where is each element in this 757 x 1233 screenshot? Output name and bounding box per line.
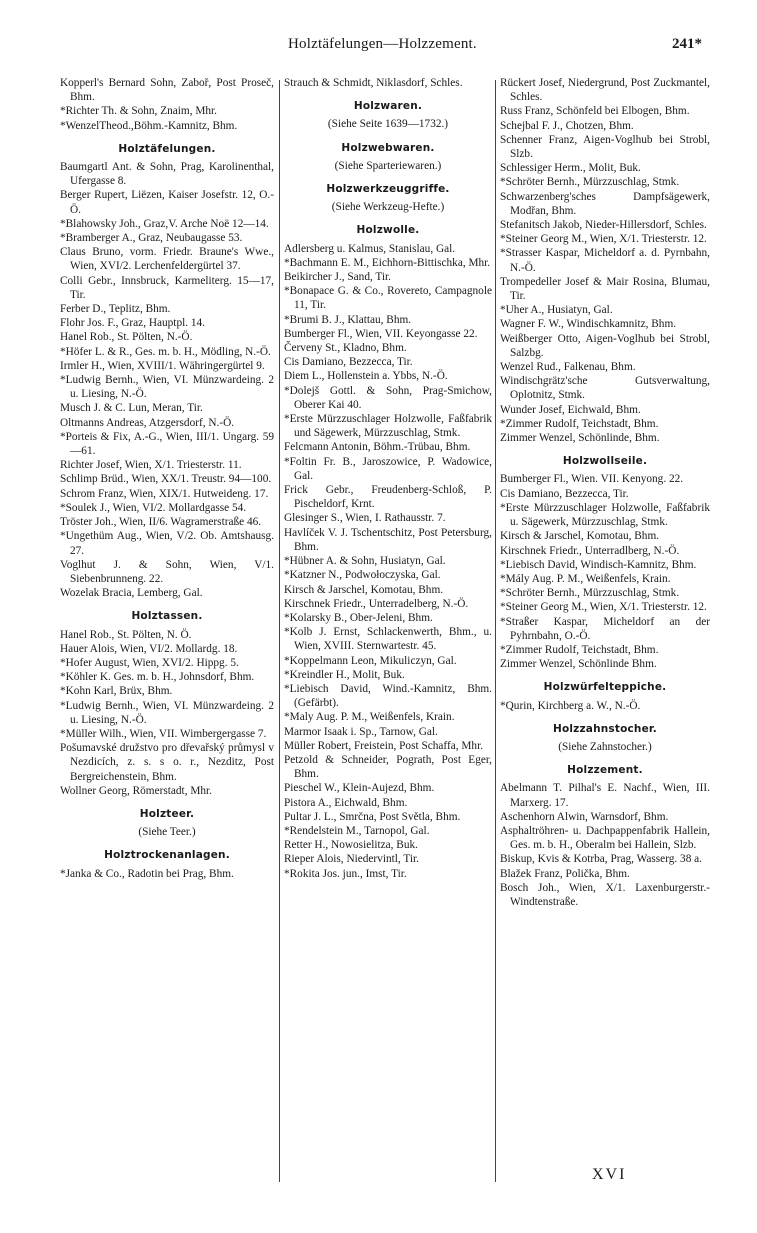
column-2 [284, 76, 492, 881]
section-heading-holzzement: Holzzement. [567, 764, 643, 777]
entry-list [500, 699, 710, 713]
directory-entry: Wunder Josef, Eichwald, Bhm. [500, 403, 641, 416]
directory-entry: *Porteis & Fix, A.-G., Wien, III/1. Ungarg. 59—61. [60, 430, 274, 458]
directory-entry: Claus Bruno, vorm. Friedr. Braune's Wwe., Wien, XVI/2. Lerchenfeldergürtel 37. [60, 246, 274, 273]
entry-list [60, 160, 274, 600]
cross-reference: (Siehe Teer.) [138, 826, 196, 839]
directory-entry: Rückert Josef, Niedergrund, Post Zuckmantel, Schles. [500, 77, 710, 104]
directory-entry: Schrom Franz, Wien, XIX/1. Hutweideng. 17. [60, 487, 269, 500]
directory-entry: Richter Josef, Wien, X/1. Triesterstr. 11. [60, 459, 242, 472]
page-title: Holztäfelungen—Holzzement. [288, 36, 477, 52]
directory-entry: Tröster Joh., Wien, II/6. Wagramerstraße 46. [60, 516, 262, 529]
directory-entry: Červeny St., Kladno, Bhm. [284, 342, 407, 355]
directory-entry: *Bramberger A., Graz, Neubaugasse 53. [60, 232, 243, 245]
directory-entry: Blažek Franz, Polička, Bhm. [500, 867, 630, 880]
directory-entry: Schlimp Brüd., Wien, XX/1. Treustr. 94—100. [60, 473, 272, 486]
directory-entry: Strauch & Schmidt, Niklasdorf, Schles. [284, 77, 463, 89]
directory-entry: *Rokita Jos. jun., Imst, Tir. [284, 867, 407, 880]
cross-reference: (Siehe Zahnstocher.) [558, 740, 652, 753]
directory-entry: Irmler H., Wien, XVIII/1. Währingergürtel 9. [60, 359, 265, 372]
directory-entry: *Bonapace G. & Co., Rovereto, Campagnole 11, Tir. [284, 285, 492, 312]
directory-entry: *Soulek J., Wien, VI/2. Mollardgasse 54. [60, 501, 247, 514]
section-heading-holzwuerfelteppiche: Holzwürfelteppiche. [543, 681, 667, 694]
directory-entry: Abelmann T. Pilhal's E. Nachf., Wien, III. Marxerg. 17. [500, 782, 710, 809]
directory-entry: Schwarzenberg'sches Dampfsägewerk, Modřan, Bhm. [500, 190, 710, 217]
directory-entry: Pultar J. L., Smrčna, Post Světla, Bhm. [284, 810, 461, 823]
directory-entry: Musch J. & C. Lun, Meran, Tir. [60, 402, 203, 415]
entry-list [500, 76, 710, 445]
directory-entry: Kirschnek Friedr., Unterradlberg, N.-Ö. [500, 544, 680, 557]
directory-entry: *Qurin, Kirchberg a. W., N.-Ö. [500, 699, 641, 712]
section-heading-holzzahnstocher: Holzzahnstocher. [552, 722, 658, 735]
directory-entry: *Foltin Fr. B., Jaroszowice, P. Wadowice, Gal. [284, 455, 492, 482]
directory-entry: Biskup, Kvis & Kotrba, Prag, Wasserg. 38 a. [500, 853, 703, 866]
directory-entry: Cis Damiano, Bezzecca, Tir. [500, 487, 629, 500]
directory-entry: Zimmer Wenzel, Schönlinde, Bhm. [500, 432, 660, 445]
section-heading-holztassen: Holztassen. [131, 610, 203, 623]
directory-entry: Windischgrätz'sche Gutsverwaltung, Oplotnitz, Stmk. [500, 375, 710, 402]
directory-entry: Wollner Georg, Römerstadt, Mhr. [60, 784, 212, 797]
directory-entry: *Mály Aug. P. M., Weißenfels, Krain. [500, 572, 671, 585]
directory-entry: *Ungethüm Aug., Wien, V/2. Ob. Amtshausg. 27. [60, 530, 274, 557]
directory-entry: Flohr Jos. F., Graz, Hauptpl. 14. [60, 317, 206, 330]
directory-entry: Pieschel W., Klein-Aujezd, Bhm. [284, 782, 435, 795]
section-heading-holzwollseile: Holzwollseile. [562, 455, 648, 468]
directory-entry: Diem L., Hollenstein a. Ybbs, N.-Ö. [284, 370, 448, 383]
entry-list [60, 76, 274, 133]
directory-entry: *Janka & Co., Radotin bei Prag, Bhm. [60, 867, 234, 880]
directory-entry: *Bachmann E. M., Eichhorn-Bittischka, Mhr. [284, 256, 491, 269]
directory-entry: *Rendelstein M., Tarnopol, Gal. [284, 824, 430, 837]
directory-entry: Beikircher J., Sand, Tir. [284, 271, 392, 284]
entry-list [500, 472, 710, 671]
section-heading-holzwaren: Holzwaren. [353, 100, 423, 113]
directory-entry: *Dolejš Gottl. & Sohn, Prag-Smichow, Oberer Kai 40. [284, 384, 492, 411]
directory-entry: *Zimmer Rudolf, Teichstadt, Bhm. [500, 417, 659, 430]
directory-entry: *Erste Mürzzuschlager Holzwolle, Faßfabrik u. Sägewerk, Mürzzuschlag, Stmk. [500, 501, 710, 529]
column-1 [60, 76, 274, 881]
directory-entry: *Blahowsky Joh., Graz,V. Arche Noë 12—14. [60, 217, 269, 230]
directory-entry: *Zimmer Rudolf, Teichstadt, Bhm. [500, 643, 659, 656]
directory-entry: Hanel Rob., St. Pölten, N.-Ö. [60, 331, 193, 344]
directory-entry: *Liebisch David, Windisch-Kamnitz, Bhm. [500, 558, 697, 571]
directory-entry: *WenzelTheod.,Böhm.-Kamnitz, Bhm. [60, 119, 238, 132]
directory-entry: *Kolb J. Ernst, Schlackenwerth, Bhm., u. Wien, XVIII. Sternwartestr. 45. [284, 626, 492, 653]
section-heading-holztrockenanlagen: Holztrockenanlagen. [104, 849, 230, 862]
directory-entry: *Koppelmann Leon, Mikuliczyn, Gal. [284, 654, 457, 667]
section-heading-holzteer: Holzteer. [139, 807, 195, 820]
directory-entry: Kirsch & Jarschel, Komotau, Bhm. [284, 583, 444, 596]
cross-reference: (Siehe Werkzeug-Hefte.) [331, 201, 445, 214]
directory-entry: *Brumi B. J., Klattau, Bhm. [284, 313, 412, 326]
directory-entry: Retter H., Nowosielitza, Buk. [284, 839, 418, 852]
directory-entry: *Höfer L. & R., Ges. m. b. H., Mödling, N.-Ö. [60, 345, 271, 358]
directory-entry: *Müller Wilh., Wien, VII. Wimbergergasse 7. [60, 727, 267, 740]
directory-entry: *Straßer Kaspar, Micheldorf an der Pyhrnbahn, O.-Ö. [500, 615, 710, 642]
directory-entry: Ferber D., Teplitz, Bhm. [60, 303, 171, 316]
directory-entry: Oltmanns Andreas, Atzgersdorf, N.-Ö. [60, 416, 235, 429]
directory-entry: Kirsch & Jarschel, Komotau, Bhm. [500, 530, 660, 543]
directory-entry: *Ludwig Bernh., Wien, VI. Münzwardeing. 2 u. Liesing, N.-Ö. [60, 374, 274, 401]
directory-entry: Glesinger S., Wien, I. Rathausstr. 7. [284, 512, 446, 525]
directory-entry: Kirschnek Friedr., Unterradelberg, N.-Ö. [284, 597, 469, 610]
directory-entry: Weißberger Otto, Aigen-Voglhub bei Strobl, Salzbg. [500, 332, 710, 359]
directory-entry: Stefanitsch Jakob, Nieder-Hillersdorf, Schles. [500, 219, 707, 232]
entry-list [60, 628, 274, 798]
section-heading-holzwebwaren: Holzwebwaren. [341, 141, 435, 154]
column-3 [500, 76, 710, 909]
directory-entry: Berger Rupert, Liëzen, Kaiser Josefstr. 12, O.-Ö. [60, 189, 274, 216]
directory-entry: Asphaltröhren- u. Dachpappenfabrik Hallein, Ges. m. b. H., Oberalm bei Hallein, Slzb. [500, 824, 710, 852]
directory-entry: Hanel Rob., St. Pölten, N. Ö. [60, 628, 192, 641]
directory-entry: Felcmann Antonin, Böhm.-Trübau, Bhm. [284, 441, 471, 454]
directory-entry: Hauer Alois, Wien, VI/2. Mollardg. 18. [60, 642, 238, 655]
entry-list [60, 867, 274, 881]
entry-list [284, 76, 492, 90]
directory-entry: *Steiner Georg M., Wien, X/1. Triesterstr. 12. [500, 233, 707, 246]
directory-entry: Bumberger Fl., Wien. VII. Kenyong. 22. [500, 473, 684, 486]
directory-entry: Müller Robert, Freistein, Post Schaffa, Mhr. [284, 739, 484, 752]
directory-entry: *Ludwig Bernh., Wien, VI. Münzwardeing. 2 u. Liesing, N.-Ö. [60, 699, 274, 726]
directory-entry: Wenzel Rud., Falkenau, Bhm. [500, 361, 636, 374]
directory-entry: Pošumavské družstvo pro dřevařský průmysl v Nezdicích, z. s. s o. r., Nezditz, Post Bergreichenstein, Bhm. [60, 742, 274, 783]
directory-entry: Petzold & Schneider, Pograth, Post Eger, Bhm. [284, 753, 492, 781]
directory-entry: Pistora A., Eichwald, Bhm. [284, 796, 408, 809]
cross-reference: (Siehe Sparteriewaren.) [334, 159, 442, 172]
directory-entry: Kopperl's Bernard Sohn, Zaboř, Post Proseč, Bhm. [60, 77, 274, 104]
directory-entry: Havlíček V. J. Tschentschitz, Post Petersburg, Bhm. [284, 526, 492, 553]
directory-entry: *Hübner A. & Sohn, Husiatyn, Gal. [284, 555, 446, 568]
section-heading-holzwerkzeuggriffe: Holzwerkzeuggriffe. [326, 183, 450, 196]
directory-entry: *Schröter Bernh., Mürzzuschlag, Stmk. [500, 587, 680, 600]
directory-entry: *Kolarsky B., Ober-Jeleni, Bhm. [284, 611, 433, 624]
directory-entry: *Strasser Kaspar, Micheldorf a. d. Pyrnbahn, N.-Ö. [500, 247, 710, 274]
directory-entry: *Steiner Georg M., Wien, X/1. Triesterstr. 12. [500, 601, 707, 614]
directory-entry: *Erste Mürzzuschlager Holzwolle, Faßfabrik und Sägewerk, Mürzzuschlag, Stmk. [284, 413, 492, 440]
directory-entry: Schejbal F. J., Chotzen, Bhm. [500, 119, 634, 132]
directory-entry: Schenner Franz, Aigen-Voglhub bei Strobl, Slzb. [500, 133, 710, 161]
directory-entry: *Kohn Karl, Brüx, Bhm. [60, 685, 173, 698]
directory-entry: Zimmer Wenzel, Schönlinde Bhm. [500, 658, 657, 671]
directory-entry: Colli Gebr., Innsbruck, Karmeliterg. 15—17, Tir. [60, 274, 274, 301]
directory-entry: *Hofer August, Wien, XVI/2. Hippg. 5. [60, 656, 239, 669]
entry-list [284, 242, 492, 881]
column-divider-1 [279, 80, 280, 1182]
directory-entry: *Köhler K. Ges. m. b. H., Johnsdorf, Bhm. [60, 671, 255, 684]
signature-mark: XVI [592, 1166, 627, 1183]
directory-entry: *Schröter Bernh., Mürzzuschlag, Stmk. [500, 176, 680, 189]
directory-entry: Bosch Joh., Wien, X/1. Laxenburgerstr.-Windtenstraße. [500, 881, 710, 908]
directory-entry: Aschenhorn Alwin, Warnsdorf, Bhm. [500, 810, 669, 823]
directory-entry: *Liebisch David, Wind.-Kamnitz, Bhm. (Gefärbt). [284, 682, 492, 710]
directory-entry: Wagner F. W., Windischkamnitz, Bhm. [500, 318, 677, 331]
directory-entry: *Uher A., Husiatyn, Gal. [500, 304, 613, 317]
directory-entry: Bumberger Fl., Wien, VII. Keyongasse 22. [284, 327, 478, 340]
directory-entry: Cis Damiano, Bezzecca, Tir. [284, 356, 413, 369]
directory-entry: *Maly Aug. P. M., Weißenfels, Krain. [284, 711, 455, 724]
directory-entry: Frick Gebr., Freudenberg-Schloß, P. Pischeldorf, Krnt. [284, 484, 492, 511]
section-heading-holzwolle: Holzwolle. [356, 224, 420, 237]
page-header [0, 36, 757, 58]
page-number: 241* [672, 36, 702, 52]
column-divider-2 [495, 80, 496, 1182]
section-heading-holztaefelungen: Holztäfelungen. [118, 142, 216, 155]
directory-entry: Adlersberg u. Kalmus, Stanislau, Gal. [284, 242, 456, 255]
directory-entry: Wozelak Bracia, Lemberg, Gal. [60, 587, 203, 600]
directory-entry: Voglhut J. & Sohn, Wien, V/1. Siebenbrunneng. 22. [60, 558, 274, 585]
directory-entry: Russ Franz, Schönfeld bei Elbogen, Bhm. [500, 105, 690, 118]
directory-entry: Rieper Alois, Niedervintl, Tir. [284, 853, 419, 866]
cross-reference: (Siehe Seite 1639—1732.) [327, 118, 449, 131]
directory-entry: *Kreindler H., Molit, Buk. [284, 668, 405, 681]
directory-entry: Marmor Isaak i. Sp., Tarnow, Gal. [284, 725, 438, 738]
directory-entry: *Richter Th. & Sohn, Znaim, Mhr. [60, 105, 217, 118]
entry-list [500, 781, 710, 909]
directory-entry: Schlessiger Herm., Molit, Buk. [500, 162, 641, 175]
directory-entry: *Katzner N., Podwołoczyska, Gal. [284, 569, 441, 582]
directory-entry: Baumgartl Ant. & Sohn, Prag, Karolinenthal, Ufergasse 8. [60, 161, 274, 188]
directory-entry: Trompedeller Josef & Mair Rosina, Blumau, Tir. [500, 275, 710, 303]
